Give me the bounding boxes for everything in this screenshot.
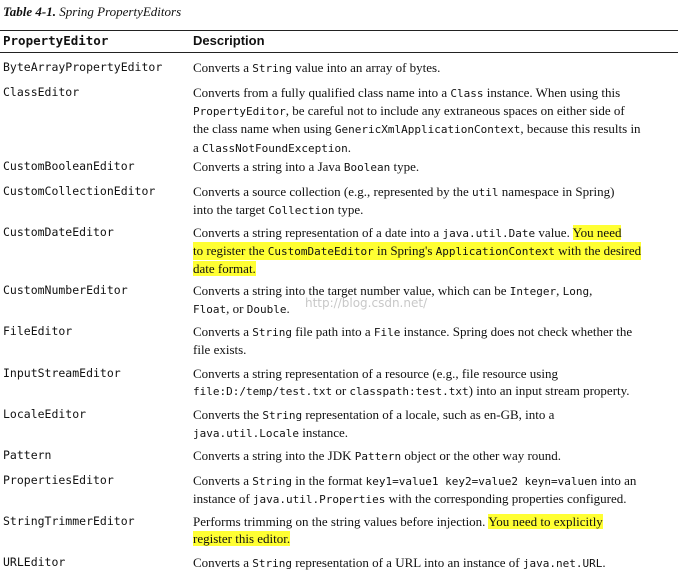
column-header-propertyeditor: PropertyEditor	[3, 33, 109, 48]
editor-description: Converts the String representation of a locale, such as en-GB, into a java.util.Locale instance.	[193, 407, 555, 441]
editor-description: Converts a string representation of a resource (e.g., file resource using file:D:/temp/test.txt or classpath:test.txt) into an input stream property.	[193, 366, 630, 399]
editor-name: Pattern	[3, 448, 52, 462]
editor-description: Converts a string into the target number value, which can be Integer, Long, Float, or Double.	[193, 283, 593, 317]
editor-description: Converts a String in the format key1=value1 key2=value2 keyn=valuen into an instance of java.util.Properties with the corresponding properties configured.	[193, 473, 637, 507]
editor-description: Converts a string into the JDK Pattern object or the other way round.	[193, 448, 562, 463]
editor-description: Converts a string into a Java Boolean type.	[193, 159, 420, 174]
editor-name: CustomNumberEditor	[3, 283, 128, 297]
table-title: Spring PropertyEditors	[59, 4, 182, 19]
editor-description: Performs trimming on the string values before injection. You need to explicitly register this editor.	[193, 514, 603, 547]
editor-name: StringTrimmerEditor	[3, 514, 135, 528]
editor-name: FileEditor	[3, 324, 73, 338]
watermark: http://blog.csdn.net/	[305, 296, 428, 310]
editor-name: ByteArrayPropertyEditor	[3, 60, 163, 74]
editor-name: LocaleEditor	[3, 407, 87, 421]
highlighted-note: You need to explicitly	[488, 514, 603, 529]
editor-description: Converts a String value into an array of bytes.	[193, 60, 441, 75]
column-header-description: Description	[193, 33, 265, 48]
editor-description: Converts a string representation of a date into a java.util.Date value. You need to register the CustomDateEditor in Spring's ApplicationContext with the desired date format.	[193, 225, 642, 277]
header-rule-bottom	[0, 52, 678, 53]
editor-description: Converts a String file path into a File instance. Spring does not check whether the file exists.	[193, 324, 633, 358]
editor-name: CustomBooleanEditor	[3, 159, 135, 173]
editor-name: CustomDateEditor	[3, 225, 114, 239]
editor-description: Converts from a fully qualified class name into a Class instance. When using this PropertyEditor, be careful not to include any extraneous spaces on either side of the class name when using GenericXmlApplicationContext, because this results in a ClassNotFoundException.	[193, 85, 641, 155]
table-caption	[3, 4, 181, 20]
editor-name: InputStreamEditor	[3, 366, 121, 380]
table-number: Table 4-1.	[3, 4, 56, 19]
editor-name: ClassEditor	[3, 85, 80, 99]
editor-name: CustomCollectionEditor	[3, 184, 156, 198]
editor-description: Converts a String representation of a URL into an instance of java.net.URL.	[193, 555, 606, 570]
editor-name: PropertiesEditor	[3, 473, 114, 487]
highlighted-note: You need	[572, 225, 622, 240]
editor-description: Converts a source collection (e.g., represented by the util namespace in Spring) into the target Collection type.	[193, 184, 615, 218]
table-header	[0, 31, 681, 52]
editor-name: URLEditor	[3, 555, 66, 569]
